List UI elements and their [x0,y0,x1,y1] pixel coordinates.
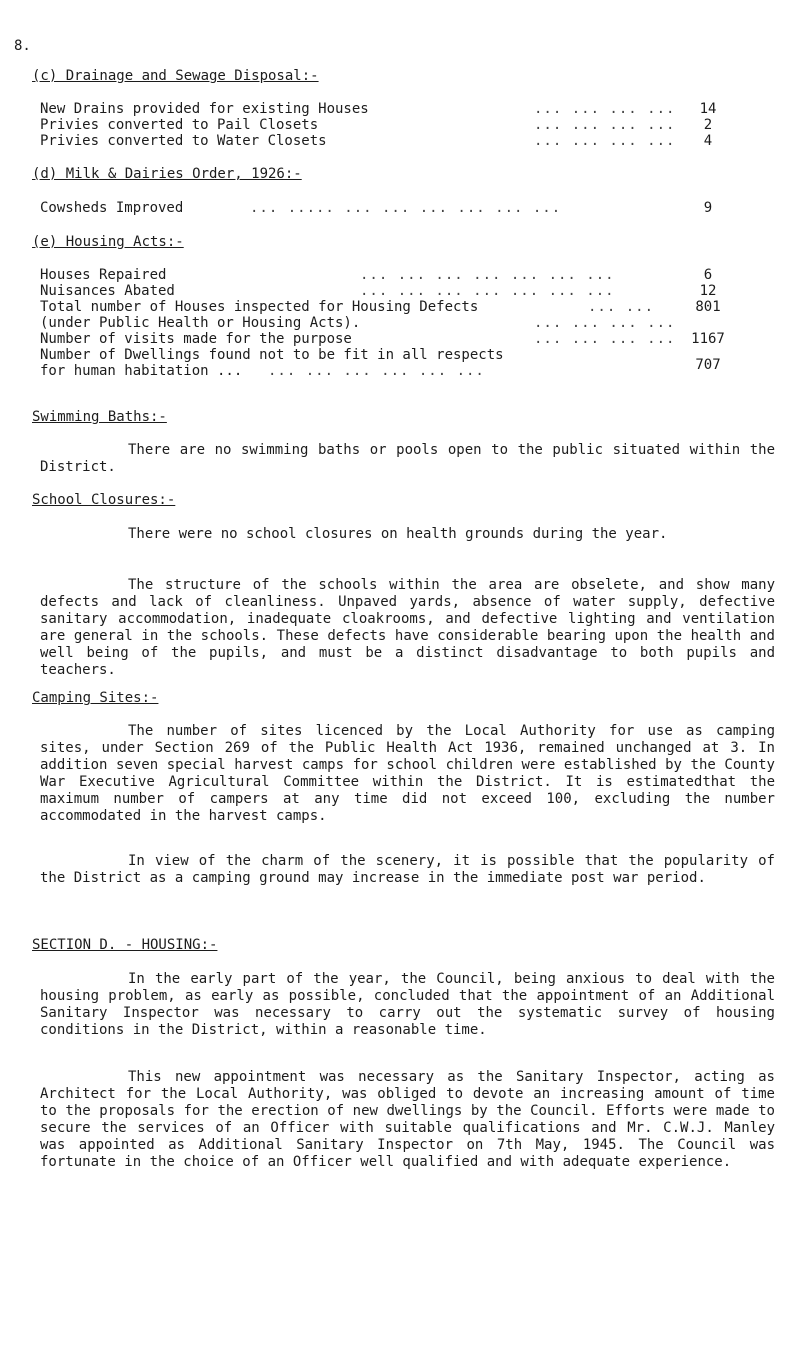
housing-row-label: Nuisances Abated [40,283,175,299]
housing-row-label: Number of Dwellings found not to be fit in all respects [40,347,504,363]
milk-row-value: 9 [703,200,713,216]
school-paragraph-2: The structure of the schools within the area are obselete, and show many defects and lack of cleanliness. Unpaved yards, absence of water supply, defective sanitary accommodation, inadequate cloakrooms, and defective lighting and ventilation are general in the schools. These defects have considerable bearing upon the health and well being of the pupils, and must be a distinct disadvantage to both pupils and teachers. [40,577,775,678]
swimming-heading: Swimming Baths:- [32,409,167,425]
leader-dots: ... ... ... ... [534,117,676,133]
housing-row-value: 1167 [691,331,725,347]
camping-heading: Camping Sites:- [32,690,159,706]
leader-dots: ... ... ... ... [534,315,676,331]
leader-dots: ... ... ... ... [534,133,676,149]
leader-dots: ... ... ... ... [534,101,676,117]
housing-acts-heading: (e) Housing Acts:- [32,234,184,250]
camping-paragraph-2: In view of the charm of the scenery, it is possible that the popularity of the District as a camping ground may increase in the immediate post war period. [40,853,775,886]
section-d-paragraph-1: In the early part of the year, the Council, being anxious to deal with the housing problem, as early as possible, concluded that the appointment of an Additional Sanitary Inspector was necessary to carry out the systematic survey of housing conditions in the District, within a reasonable time. [40,971,775,1038]
housing-row-label: Number of visits made for the purpose [40,331,352,347]
section-d-heading: SECTION D. - HOUSING:- [32,937,218,953]
camping-paragraph-1: The number of sites licenced by the Local Authority for use as camping sites, under Section 269 of the Public Health Act 1936, remained unchanged at 3. In addition seven special harvest camps for school children were established by the County War Executive Agricultural Committee within the District. It is estimatedthat the maximum number of campers at any time did not exceed 100, excluding the number accommodated in the harvest camps. [40,723,775,824]
drainage-row-label: Privies converted to Water Closets [40,133,327,149]
milk-heading: (d) Milk & Dairies Order, 1926:- [32,166,302,182]
swimming-paragraph: There are no swimming baths or pools open to the public situated within the District. [40,442,775,475]
leader-dots: ... ... [588,299,655,315]
leader-dots: ... ... ... ... [534,331,676,347]
housing-row-label: for human habitation ... [40,363,243,379]
drainage-heading: (c) Drainage and Sewage Disposal:- [32,68,319,84]
drainage-row-value: 2 [703,117,713,133]
drainage-row-value: 4 [703,133,713,149]
housing-row-value: 707 [695,357,721,373]
drainage-row-value: 14 [699,101,717,117]
leader-dots: ... ... ... ... ... ... [268,363,485,379]
housing-row-value: 6 [703,267,713,283]
school-heading: School Closures:- [32,492,176,508]
leader-dots: ... ... ... ... ... ... ... [360,283,615,299]
leader-dots: ... ... ... ... ... ... ... [360,267,615,283]
leader-dots: ... ..... ... ... ... ... ... ... [250,200,562,216]
section-d-paragraph-2: This new appointment was necessary as the Sanitary Inspector, acting as Architect for the Local Authority, was obliged to devote an increasing amount of time to the proposals for the erection of new dwellings by the Council. Efforts were made to secure the services of an Officer with suitable qualifications and Mr. C.W.J. Manley was appointed as Additional Sanitary Inspector on 7th May, 1945. The Council was fortunate in the choice of an Officer well qualified and with adequate experience. [40,1069,775,1170]
housing-row-label: Houses Repaired [40,267,167,283]
drainage-row-label: Privies converted to Pail Closets [40,117,319,133]
housing-row-value: 12 [699,283,717,299]
school-paragraph-1: There were no school closures on health grounds during the year. [128,526,668,542]
drainage-row-label: New Drains provided for existing Houses [40,101,369,117]
housing-row-label: (under Public Health or Housing Acts). [40,315,361,331]
milk-row-label: Cowsheds Improved [40,200,184,216]
housing-row-label: Total number of Houses inspected for Housing Defects [40,299,479,315]
housing-row-value: 801 [695,299,721,315]
page-number: 8. [14,38,31,54]
